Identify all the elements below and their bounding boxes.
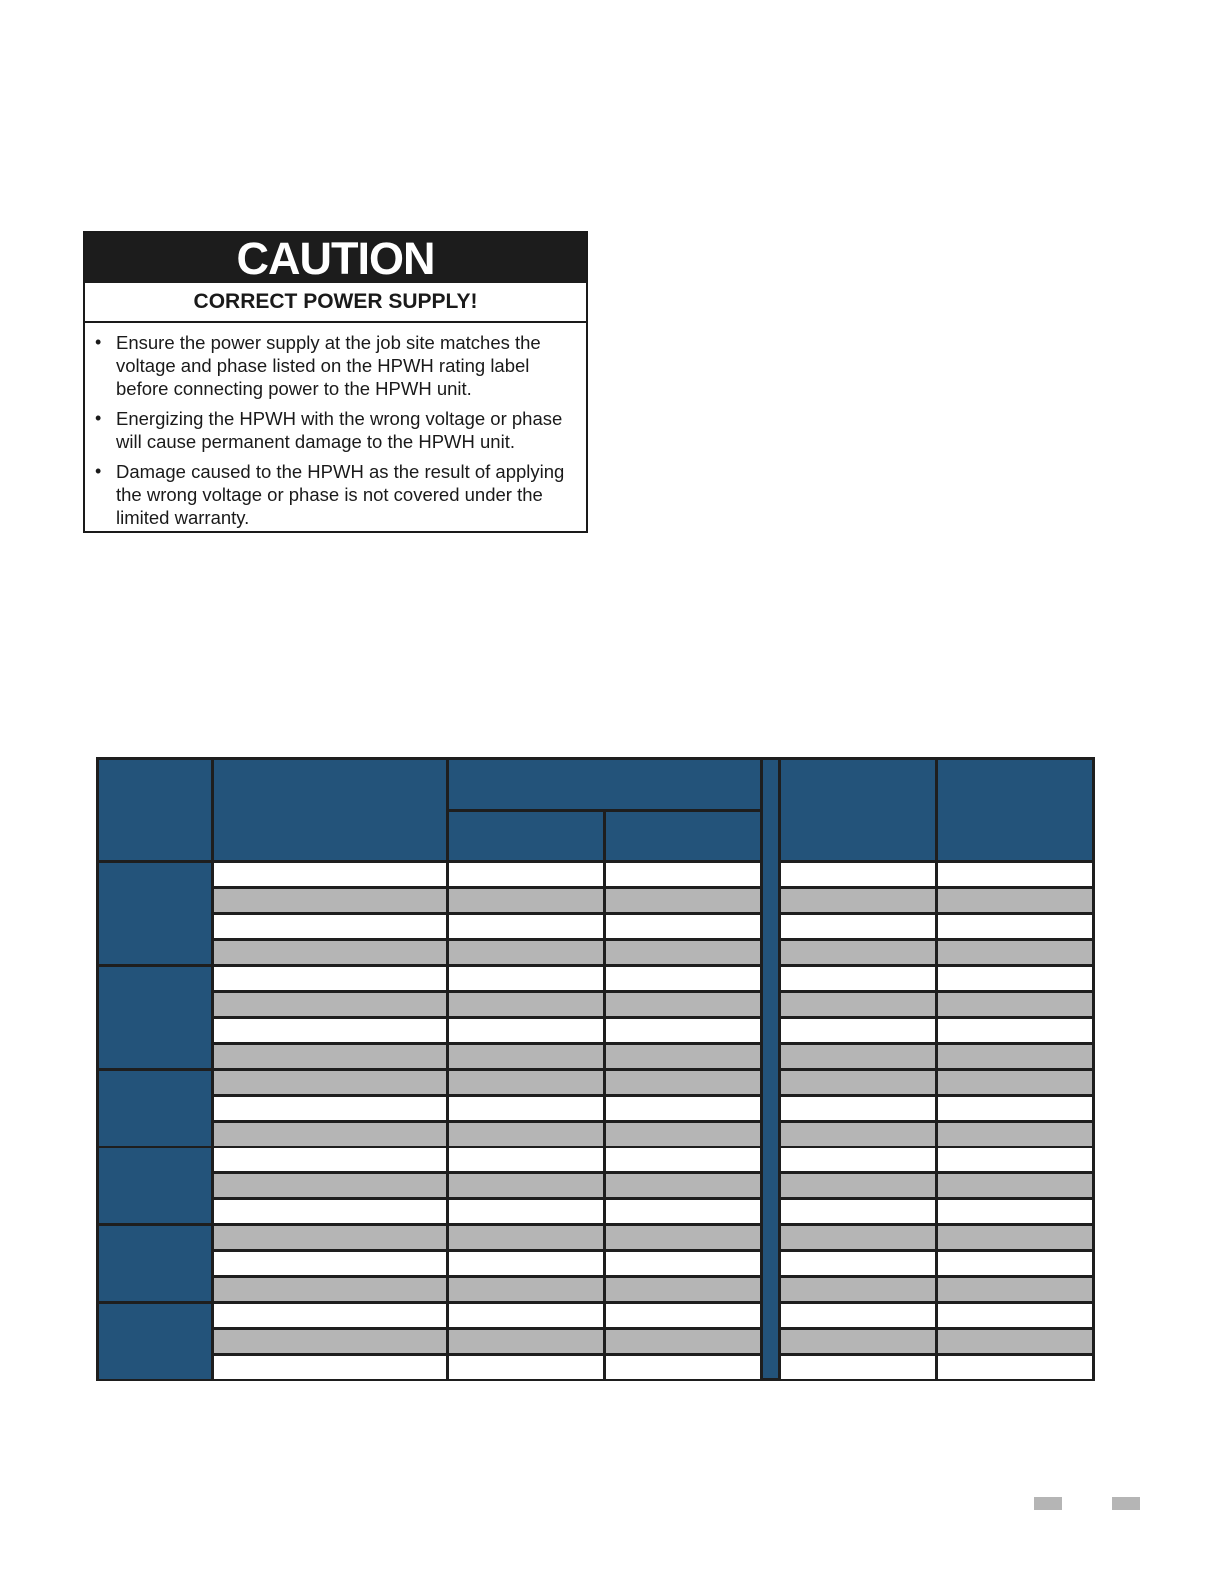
table-cell	[938, 863, 1092, 886]
table-cell	[938, 941, 1092, 964]
table-cell	[214, 1019, 446, 1042]
table-cell	[938, 1200, 1092, 1223]
table-cell	[449, 1097, 603, 1120]
table-cell	[606, 1019, 760, 1042]
table-cell	[781, 889, 935, 912]
table-cell	[606, 1278, 760, 1301]
table-cell	[214, 1045, 446, 1068]
table-cell	[781, 1330, 935, 1353]
table-cell	[938, 889, 1092, 912]
table-cell	[214, 1174, 446, 1197]
table-cell	[449, 1304, 603, 1327]
caution-line: before connecting power to the HPWH unit.	[116, 378, 472, 399]
table-cell	[449, 1200, 603, 1223]
table-cell	[938, 1278, 1092, 1301]
table-cell	[938, 1252, 1092, 1275]
table-cell	[214, 967, 446, 990]
caution-box	[83, 231, 588, 533]
table-cell	[606, 1123, 760, 1146]
caution-item	[95, 331, 582, 400]
table-cell	[781, 967, 935, 990]
table-cell	[449, 1226, 603, 1249]
table-group-cell	[99, 967, 211, 1068]
table-cell	[938, 993, 1092, 1016]
table-cell	[606, 1045, 760, 1068]
table-cell	[938, 1123, 1092, 1146]
table-cell	[781, 1019, 935, 1042]
footer-page-mark-right	[1112, 1497, 1140, 1510]
table-cell	[214, 1097, 446, 1120]
table-cell	[449, 1356, 603, 1379]
caution-line: Ensure the power supply at the job site matches the	[116, 332, 541, 353]
table-cell	[214, 1148, 446, 1171]
table-divider-strip	[763, 760, 778, 1378]
table-cell	[938, 967, 1092, 990]
table-cell	[606, 863, 760, 886]
table-cell	[214, 993, 446, 1016]
table-cell	[449, 941, 603, 964]
bullet-icon: •	[95, 461, 102, 481]
table-cell	[781, 941, 935, 964]
table-group-cell	[99, 863, 211, 964]
header-cell-group	[99, 760, 211, 860]
table-cell	[781, 1278, 935, 1301]
header-cell-col1	[214, 760, 446, 860]
table-cell	[606, 1071, 760, 1094]
table-cell	[214, 915, 446, 938]
caution-line: will cause permanent damage to the HPWH unit.	[116, 431, 515, 452]
table-cell	[781, 863, 935, 886]
table-cell	[606, 993, 760, 1016]
table-cell	[781, 1174, 935, 1197]
table-cell	[938, 915, 1092, 938]
caution-item	[95, 460, 582, 529]
header-cell-col2a	[449, 812, 603, 860]
table-cell	[449, 1174, 603, 1197]
table-cell	[606, 1356, 760, 1379]
table-cell	[606, 1174, 760, 1197]
bullet-icon: •	[95, 332, 102, 352]
table-cell	[606, 967, 760, 990]
table-cell	[449, 1019, 603, 1042]
caution-list	[85, 323, 586, 529]
table-cell	[606, 1330, 760, 1353]
table-cell	[449, 967, 603, 990]
table-cell	[449, 1278, 603, 1301]
table-cell	[449, 1330, 603, 1353]
table-cell	[781, 1252, 935, 1275]
table-cell	[214, 1330, 446, 1353]
table-cell	[781, 1045, 935, 1068]
table-cell	[214, 1356, 446, 1379]
table-cell	[781, 1123, 935, 1146]
table-cell	[214, 941, 446, 964]
table-cell	[781, 1226, 935, 1249]
caution-item	[95, 407, 582, 453]
table-cell	[449, 863, 603, 886]
header-cell-col4	[938, 760, 1092, 860]
table-cell	[781, 1356, 935, 1379]
table-cell	[449, 915, 603, 938]
table-cell	[449, 1148, 603, 1171]
specification-table	[96, 757, 1095, 1381]
table-cell	[214, 1071, 446, 1094]
table-cell	[214, 1304, 446, 1327]
table-cell	[214, 889, 446, 912]
table-cell	[781, 1097, 935, 1120]
bullet-icon: •	[95, 408, 102, 428]
table-cell	[214, 1200, 446, 1223]
table-cell	[606, 1226, 760, 1249]
table-group-cell	[99, 1304, 211, 1379]
table-cell	[606, 889, 760, 912]
table-group-cell	[99, 1226, 211, 1301]
table-cell	[449, 1071, 603, 1094]
table-cell	[606, 915, 760, 938]
table-cell	[214, 863, 446, 886]
table-cell	[449, 1045, 603, 1068]
table-cell	[214, 1252, 446, 1275]
caution-line: limited warranty.	[116, 507, 250, 528]
caution-line: Damage caused to the HPWH as the result of applying	[116, 461, 565, 482]
footer-page-mark-left	[1034, 1497, 1062, 1510]
table-cell	[938, 1019, 1092, 1042]
table-group-cell	[99, 1148, 211, 1223]
table-cell	[781, 1200, 935, 1223]
table-cell	[606, 1148, 760, 1171]
table-cell	[214, 1123, 446, 1146]
table-cell	[606, 1304, 760, 1327]
table-cell	[938, 1174, 1092, 1197]
table-cell	[781, 1304, 935, 1327]
table-cell	[606, 1200, 760, 1223]
table-cell	[781, 993, 935, 1016]
table-cell	[214, 1226, 446, 1249]
caution-line: the wrong voltage or phase is not covered under the	[116, 484, 543, 505]
caution-line: voltage and phase listed on the HPWH rating label	[116, 355, 530, 376]
table-cell	[938, 1330, 1092, 1353]
table-cell	[606, 941, 760, 964]
caution-subtitle: CORRECT POWER SUPPLY!	[85, 283, 586, 323]
header-cell-col2-top	[449, 760, 760, 809]
table-cell	[781, 1071, 935, 1094]
table-cell	[449, 1123, 603, 1146]
header-cell-col3	[781, 760, 935, 860]
caution-title: CAUTION	[85, 233, 586, 283]
table-cell	[781, 1148, 935, 1171]
table-cell	[606, 1097, 760, 1120]
table-cell	[449, 889, 603, 912]
table-cell	[606, 1252, 760, 1275]
table-cell	[781, 915, 935, 938]
caution-line: Energizing the HPWH with the wrong voltage or phase	[116, 408, 563, 429]
table-cell	[938, 1071, 1092, 1094]
table-cell	[938, 1148, 1092, 1171]
table-cell	[938, 1097, 1092, 1120]
table-cell	[449, 1252, 603, 1275]
header-cell-col2b	[606, 812, 760, 860]
table-cell	[214, 1278, 446, 1301]
table-cell	[938, 1226, 1092, 1249]
table-group-cell	[99, 1071, 211, 1146]
table-cell	[449, 993, 603, 1016]
table-cell	[938, 1356, 1092, 1379]
table-cell	[938, 1045, 1092, 1068]
table-cell	[938, 1304, 1092, 1327]
